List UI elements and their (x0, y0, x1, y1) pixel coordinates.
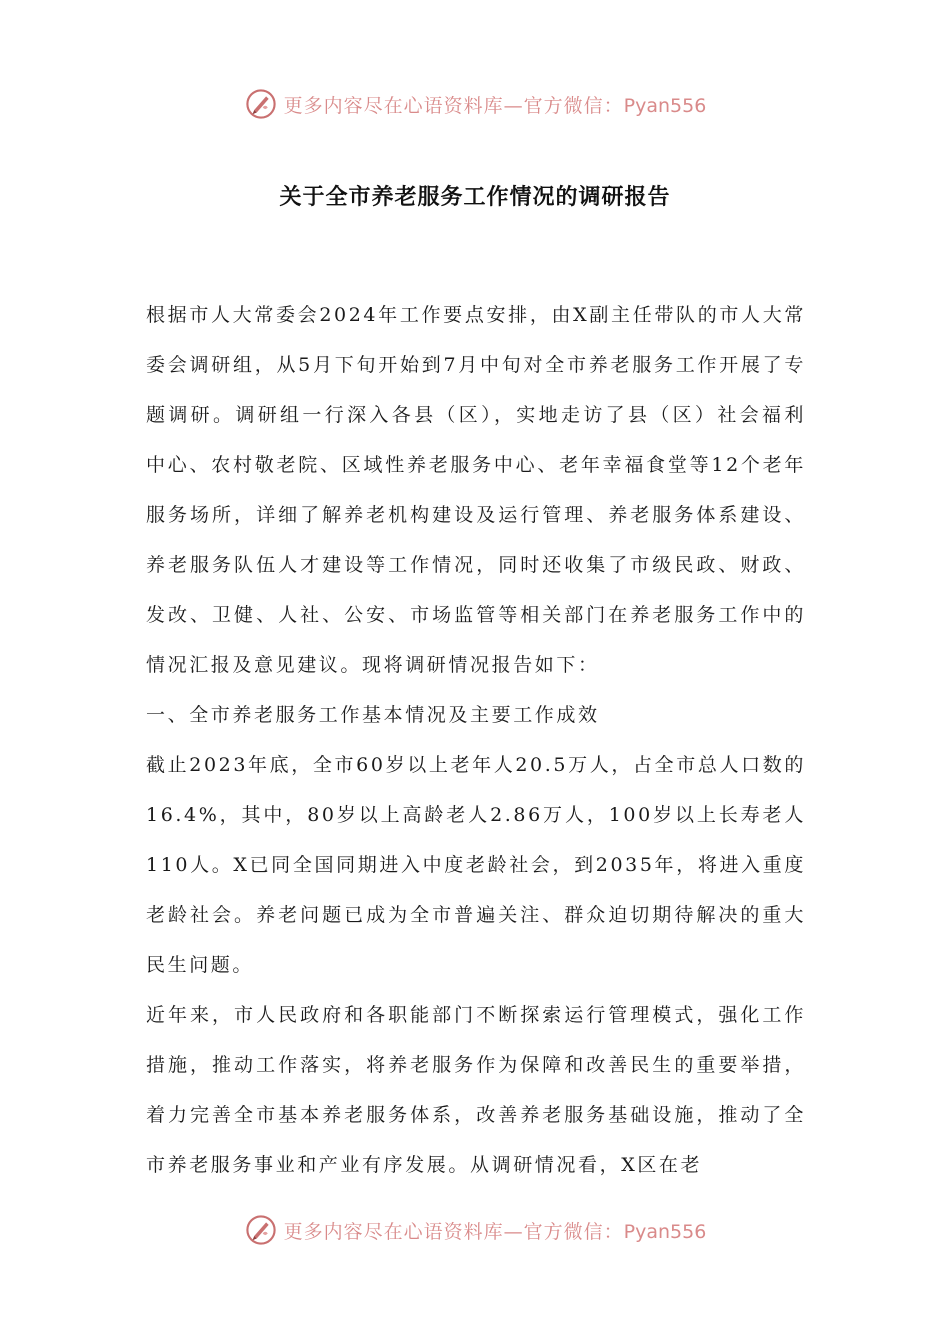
header-watermark (0, 84, 950, 124)
watermark-text: 更多内容尽在心语资料库—官方微信：Pyan556 (283, 94, 707, 117)
pen-heart-logo-icon (244, 1213, 278, 1247)
section-heading-1: 一、全市养老服务工作基本情况及主要工作成效 (146, 704, 600, 726)
footer-watermark (0, 1210, 950, 1250)
paragraph-statistics: 截止2023年底，全市60岁以上老年人20.5万人，占全市总人口数的16.4%，其中，80岁以上高龄老人2.86万人，100岁以上长寿老人110人。X已同全国同期进入中度老龄社会，到2035年，将进入重度老龄社会。养老问题已成为全市普遍关注、群众迫切期待解决的重大民生问题。 (146, 754, 806, 976)
pen-heart-logo-icon (244, 87, 278, 121)
watermark-text: 更多内容尽在心语资料库—官方微信：Pyan556 (283, 1220, 707, 1243)
paragraph-intro: 根据市人大常委会2024年工作要点安排，由X副主任带队的市人大常委会调研组，从5月下旬开始到7月中旬对全市养老服务工作开展了专题调研。调研组一行深入各县（区），实地走访了县（区）社会福利中心、农村敬老院、区域性养老服务中心、老年幸福食堂等12个老年服务场所，详细了解养老机构建设及运行管理、养老服务体系建设、养老服务队伍人才建设等工作情况，同时还收集了市级民政、财政、发改、卫健、人社、公安、市场监管等相关部门在养老服务工作中的情况汇报及意见建议。现将调研情况报告如下： (146, 304, 806, 676)
document-title: 关于全市养老服务工作情况的调研报告 (279, 185, 671, 210)
paragraph-achievements: 近年来，市人民政府和各职能部门不断探索运行管理模式，强化工作措施，推动工作落实，将养老服务作为保障和改善民生的重要举措，着力完善全市基本养老服务体系，改善养老服务基础设施，推动了全市养老服务事业和产业有序发展。从调研情况看，X区在老 (146, 1004, 806, 1176)
document-body (146, 290, 806, 1190)
